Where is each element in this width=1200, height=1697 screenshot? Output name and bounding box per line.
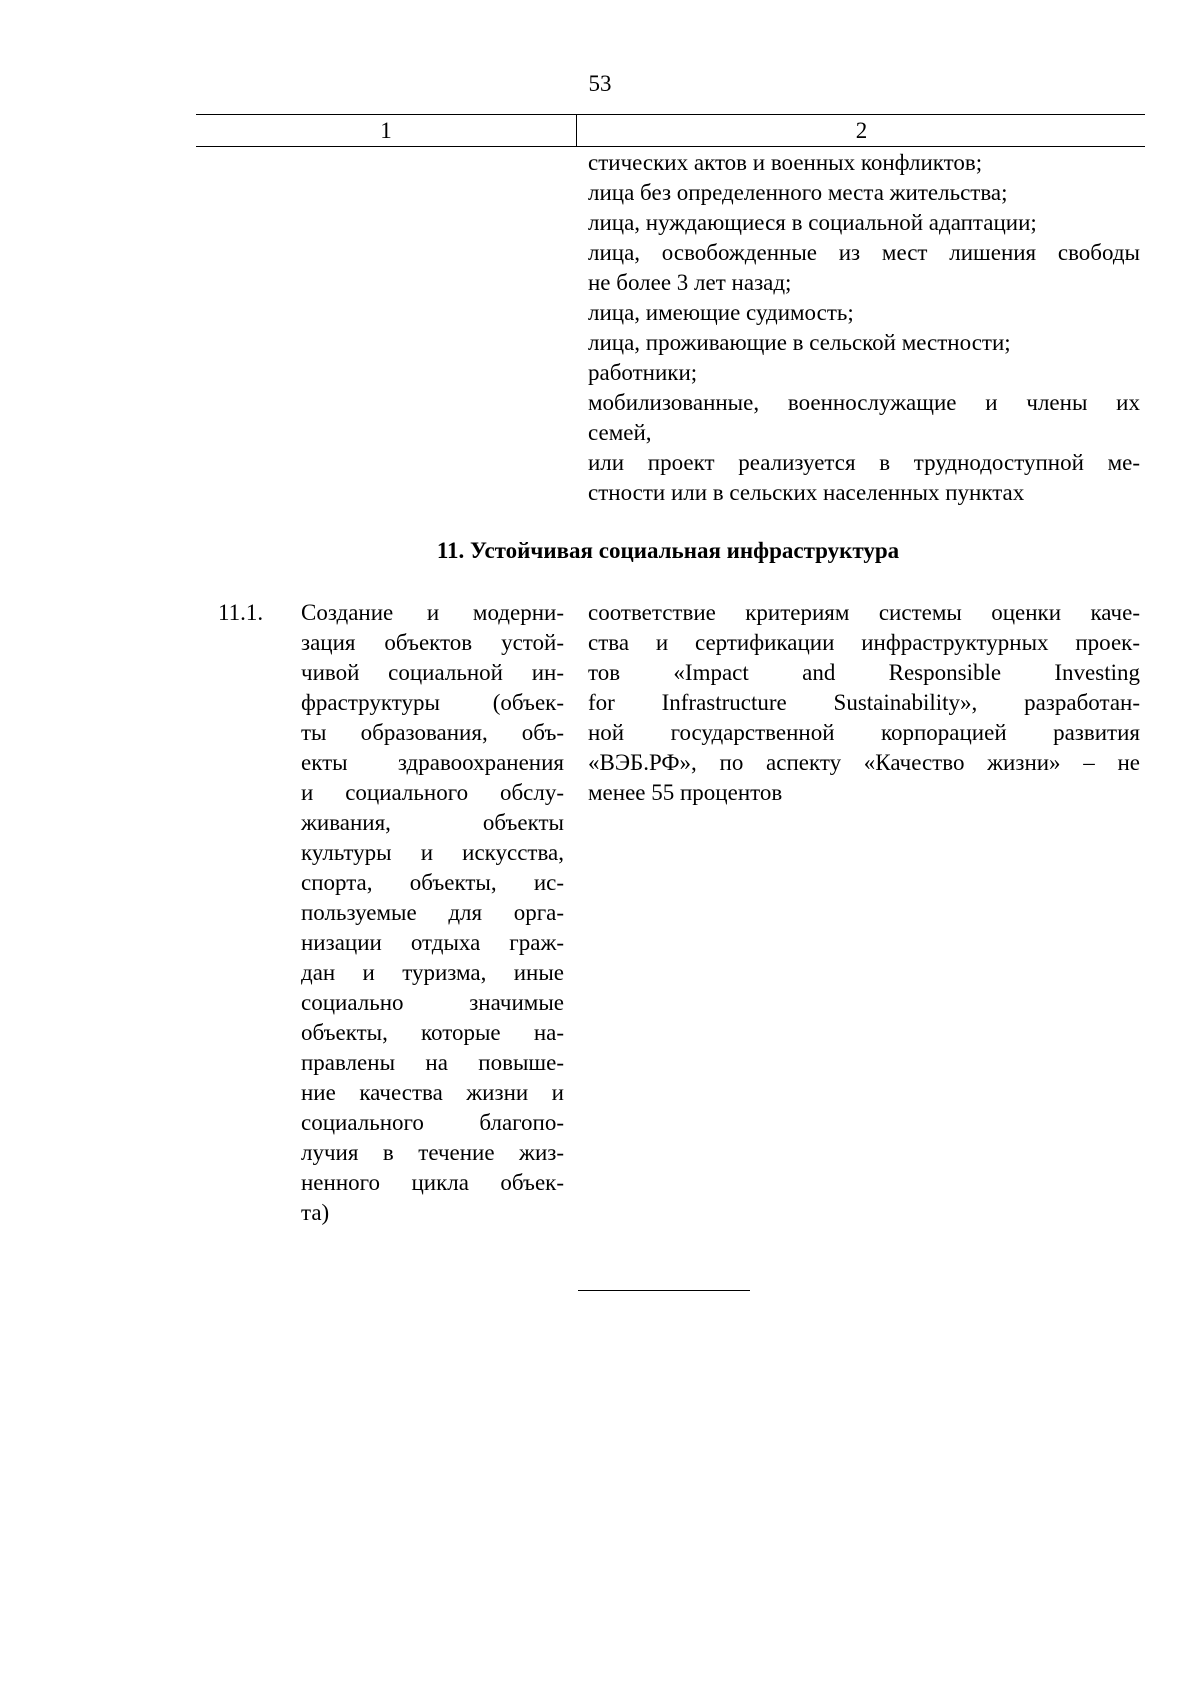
text-line: соответствие критериям системы оценки каче-: [588, 600, 1140, 625]
text-line: семей,: [588, 420, 652, 445]
text-line: правлены на повыше-: [301, 1050, 564, 1075]
text-line: лучия в течение жиз-: [301, 1140, 564, 1165]
text-line: ние качества жизни и: [301, 1080, 564, 1105]
text-line: социально значимые: [301, 990, 564, 1015]
text-line: «ВЭБ.РФ», по аспекту «Качество жизни» – не: [588, 750, 1140, 775]
text-line: стических актов и военных конфликтов;: [588, 150, 983, 175]
text-line: или проект реализуется в труднодоступной ме-: [588, 450, 1140, 475]
column-2-header: 2: [855, 118, 868, 143]
text-line: менее 55 процентов: [588, 780, 783, 805]
text-line: ты образования, объ-: [301, 720, 564, 745]
text-line: мобилизованные, военнослужащие и члены их: [588, 390, 1140, 415]
text-line: лица, имеющие судимость;: [588, 300, 854, 325]
text-line: зация объектов устой-: [301, 630, 564, 655]
text-line: объекты, которые на-: [301, 1020, 564, 1045]
table-column-header: [196, 114, 1145, 147]
item-number: 11.1.: [218, 600, 264, 625]
text-line: лица, нуждающиеся в социальной адаптации;: [588, 210, 1037, 235]
text-line: чивой социальной ин-: [301, 660, 564, 685]
column-1-header: 1: [380, 118, 392, 143]
text-line: дан и туризма, иные: [301, 960, 564, 985]
item-name: [301, 598, 564, 1228]
text-line: for Infrastructure Sustainability», разработан-: [588, 690, 1140, 715]
text-line: пользуемые для орга-: [301, 900, 564, 925]
text-line: лица, освобожденные из мест лишения свободы: [588, 240, 1140, 265]
text-line: ства и сертификации инфраструктурных проек-: [588, 630, 1140, 655]
text-line: низации отдыха граж-: [301, 930, 564, 955]
end-rule: [578, 1290, 750, 1291]
text-line: работники;: [588, 360, 698, 385]
text-line: лица, проживающие в сельской местности;: [588, 330, 1011, 355]
text-line: социального благопо-: [301, 1110, 564, 1135]
section-title: 11. Устойчивая социальная инфраструктура: [436, 538, 900, 563]
text-line: ной государственной корпорацией развития: [588, 720, 1140, 745]
text-line: и социального обслу-: [301, 780, 564, 805]
column-divider: [576, 115, 577, 146]
text-line: спорта, объекты, ис-: [301, 870, 564, 895]
text-line: тов «Impact and Responsible Investing: [588, 660, 1140, 685]
continued-criteria-text: [588, 148, 1140, 508]
text-line: лица без определенного места жительства;: [588, 180, 1008, 205]
text-line: фраструктуры (объек-: [301, 690, 564, 715]
text-line: Создание и модерни-: [301, 600, 564, 625]
text-line: екты здравоохранения: [301, 750, 564, 775]
page-number: 53: [588, 71, 612, 96]
text-line: культуры и искусства,: [301, 840, 564, 865]
text-line: не более 3 лет назад;: [588, 270, 792, 295]
text-line: стности или в сельских населенных пунктах: [588, 480, 1025, 505]
item-criteria: [588, 598, 1140, 808]
text-line: живания, объекты: [301, 810, 564, 835]
text-line: та): [301, 1200, 330, 1225]
text-line: ненного цикла объек-: [301, 1170, 564, 1195]
